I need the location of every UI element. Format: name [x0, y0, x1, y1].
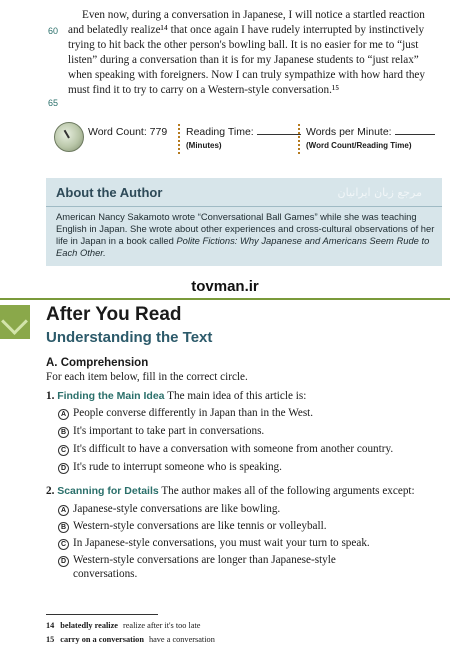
passage-paragraph: Even now, during a conversation in Japanese, I will notice a startled reaction and belatedly realize¹⁴ that once again I have rudely interrupted by instinctively trying to hit back the other person's bowling ball. It is no easier for me to “just listen” during a conversation than it is for my Japanese students to “just relax” when speaking with foreigners. Now I can truly sympathize with how hard they must find it to try to carry on a Western-style conversation.¹⁵ [68, 9, 425, 96]
question-number: 1. [46, 390, 55, 402]
word-count-row [46, 120, 442, 160]
option-circle[interactable]: C [58, 445, 69, 456]
option-circle[interactable]: D [58, 463, 69, 474]
answer-option[interactable] [58, 460, 438, 474]
option-text: It's difficult to have a conversation with someone from another country. [73, 443, 394, 455]
book-title: Polite Fictions: Why Japanese and Americans Seem Rude to Each Other. [56, 235, 430, 258]
option-circle[interactable]: A [58, 505, 69, 516]
question-skill: Scanning for Details [57, 485, 159, 497]
answer-option[interactable] [58, 424, 438, 438]
about-author-title: About the Author [56, 185, 163, 200]
answer-option[interactable] [58, 406, 438, 420]
divider-dots [178, 124, 180, 154]
section-title: After You Read [46, 304, 182, 325]
answer-option[interactable] [58, 442, 438, 456]
option-text: Japanese-style conversations are like bowling. [73, 503, 281, 515]
question-2 [46, 485, 415, 497]
option-circle[interactable]: D [58, 556, 69, 567]
wpm-label: Words per Minute: [306, 126, 435, 138]
instructions: For each item below, fill in the correct circle. [46, 371, 248, 383]
reading-time-blank[interactable] [257, 126, 301, 135]
option-text-continued: conversations. [73, 568, 138, 580]
answer-option[interactable] [58, 536, 438, 550]
option-text: People converse differently in Japan than in the West. [73, 407, 314, 419]
about-author-box [46, 178, 442, 266]
question-skill: Finding the Main Idea [57, 390, 165, 402]
stopwatch-icon [54, 122, 84, 152]
line-number-60: 60 [48, 26, 59, 36]
option-text: It's important to take part in conversations. [73, 425, 265, 437]
reading-time-label: Reading Time: [186, 126, 301, 138]
answer-option[interactable] [58, 502, 438, 516]
divider-dots [298, 124, 300, 154]
option-text: It's rude to interrupt someone who is speaking. [73, 461, 282, 473]
option-circle[interactable]: B [58, 427, 69, 438]
footnote-rule [46, 614, 158, 615]
word-count-label: Word Count: 779 [88, 126, 168, 138]
part-heading: A. Comprehension [46, 357, 149, 369]
answer-option[interactable] [58, 519, 438, 533]
question-number: 2. [46, 485, 55, 497]
option-circle[interactable]: C [58, 539, 69, 550]
reading-passage [68, 8, 440, 98]
option-circle[interactable]: B [58, 522, 69, 533]
site-watermark: tovman.ir [191, 278, 259, 295]
question-stem: The author makes all of the following arguments except: [161, 485, 415, 497]
question-1 [46, 390, 306, 402]
reading-time-unit: (Minutes) [186, 141, 222, 150]
section-tab-icon [0, 305, 30, 339]
watermark-text: مرجع زبان ایرانیان [337, 186, 422, 199]
footnote: 15 carry on a conversation have a conversation [46, 635, 215, 644]
wpm-blank[interactable] [395, 126, 435, 135]
option-text: In Japanese-style conversations, you must wait your turn to speak. [73, 537, 370, 549]
line-number-65: 65 [48, 98, 59, 108]
section-divider [0, 298, 450, 300]
divider [46, 206, 442, 207]
option-text: Western-style conversations are longer than Japanese-style [73, 554, 336, 566]
about-author-text: American Nancy Sakamoto wrote “Conversational Ball Games” while she was teaching English in Japan. She wrote about other experiences and cross-cultural observations of her life in Japan in a book called Polite Fictions: Why Japanese and Americans Seem Rude to Each Other. [56, 211, 435, 258]
footnote: 14 belatedly realize realize after it's too late [46, 621, 201, 630]
option-circle[interactable]: A [58, 409, 69, 420]
section-subtitle: Understanding the Text [46, 329, 213, 346]
option-text: Western-style conversations are like tennis or volleyball. [73, 520, 327, 532]
wpm-unit: (Word Count/Reading Time) [306, 141, 412, 150]
question-stem: The main idea of this article is: [167, 390, 307, 402]
answer-option[interactable] [58, 553, 438, 581]
